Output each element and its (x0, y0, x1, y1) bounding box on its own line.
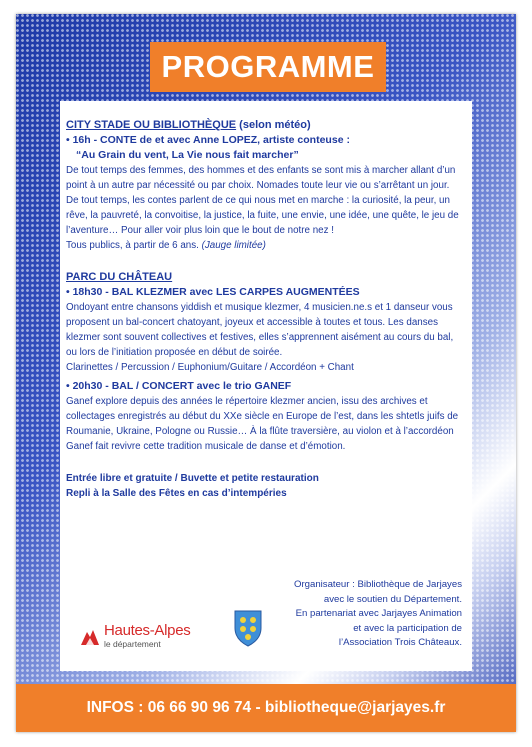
organizer-line-5: l’Association Trois Châteaux. (338, 637, 462, 649)
organizer-line-4: et avec la participation de (353, 622, 462, 634)
ganef-paragraph: Ganef explore depuis des années le répertoire klezmer ancien, issu des archives et collectages enregistrés au début du XXe siècle en Europe de l’est, dans les shtetls juifs de Roumanie, Ukraine, Pologne ou Russie… À la flûte traversière, au violon et à l’accordéon Ganef fait revivre cette tradition musicale de danse et d’émotion. (66, 396, 459, 452)
organizer-line-3: En partenariat avec Jarjayes Animation (295, 608, 462, 620)
event-bal-klezmer-line: • 18h30 - BAL KLEZMER avec LES CARPES AUGMENTÉES (66, 286, 360, 298)
section-parc-chateau (66, 270, 466, 454)
audience-note: (Jauge limitée) (201, 240, 266, 251)
closing-info (66, 471, 466, 501)
entry-info: Entrée libre et gratuite / Buvette et petite restauration (66, 473, 319, 484)
section-title-city-stade: CITY STADE OU BIBLIOTHÈQUE (66, 119, 237, 131)
conte-audience (66, 238, 466, 253)
audience-text: Tous publics, à partir de 6 ans. (66, 240, 202, 251)
contact-info: INFOS : 06 66 90 96 74 - bibliotheque@jarjayes.fr (86, 699, 446, 716)
hautes-alpes-mountain-icon (80, 625, 100, 647)
conte-paragraph-1: De tout temps des femmes, des hommes et des enfants se sont mis à marcher allant d’un point à un autre par nécessité ou par choix. Nomades toute leur vie ou s’arrêtant un jour. (66, 165, 456, 191)
bal-klezmer-paragraph: Ondoyant entre chansons yiddish et musique klezmer, 4 musicien.ne.s et 1 danseur vous proposent un bal-concert chatoyant, joyeux et accessible à toutes et tous. Les danses klezmer sont souvent collectives et festives, elles s’apprennent aisément au cours du bal, ou lors de l’initiation proposée en début de soirée. (66, 302, 454, 358)
title-banner (150, 42, 386, 92)
conte-paragraph-2: De tout temps, les contes parlent de ce qui nous met en marche : la curiosité, la peur, un rêve, la pauvreté, la convoitise, la justice, la fuite, une envie, une idée, une quête, le jeu de l’aventure… Pour aller voir plus loin que le bout de notre nez ! (66, 195, 459, 236)
program-content (66, 118, 466, 501)
jarjayes-coat-of-arms-icon (232, 608, 264, 648)
footer-banner (16, 684, 516, 732)
organizers-block (270, 578, 462, 651)
fallback-info: Repli à la Salle des Fêtes en cas d’intempéries (66, 488, 287, 499)
hautes-alpes-logo (80, 616, 220, 656)
section-title-note: (selon météo) (236, 119, 311, 131)
section-city-stade (66, 118, 466, 253)
organizer-line-2: avec le soutien du Département. (323, 593, 462, 605)
organizer-line-1: Organisateur : Bibliothèque de Jarjayes (294, 579, 462, 590)
section-title-parc: PARC DU CHÂTEAU (66, 271, 173, 283)
event-conte-title: “Au Grain du vent, La Vie nous fait marcher” (76, 149, 299, 161)
event-conte-line: • 16h - CONTE de et avec Anne LOPEZ, artiste conteuse : (66, 134, 350, 146)
hautes-alpes-sub: le département (104, 639, 161, 649)
event-ganef-line: • 20h30 - BAL / CONCERT avec le trio GANEF (66, 380, 292, 392)
hautes-alpes-name: Hautes-Alpes (104, 622, 191, 639)
page-title: PROGRAMME (161, 49, 375, 84)
bal-klezmer-instruments: Clarinettes / Percussion / Euphonium/Guitare / Accordéon + Chant (66, 362, 354, 373)
